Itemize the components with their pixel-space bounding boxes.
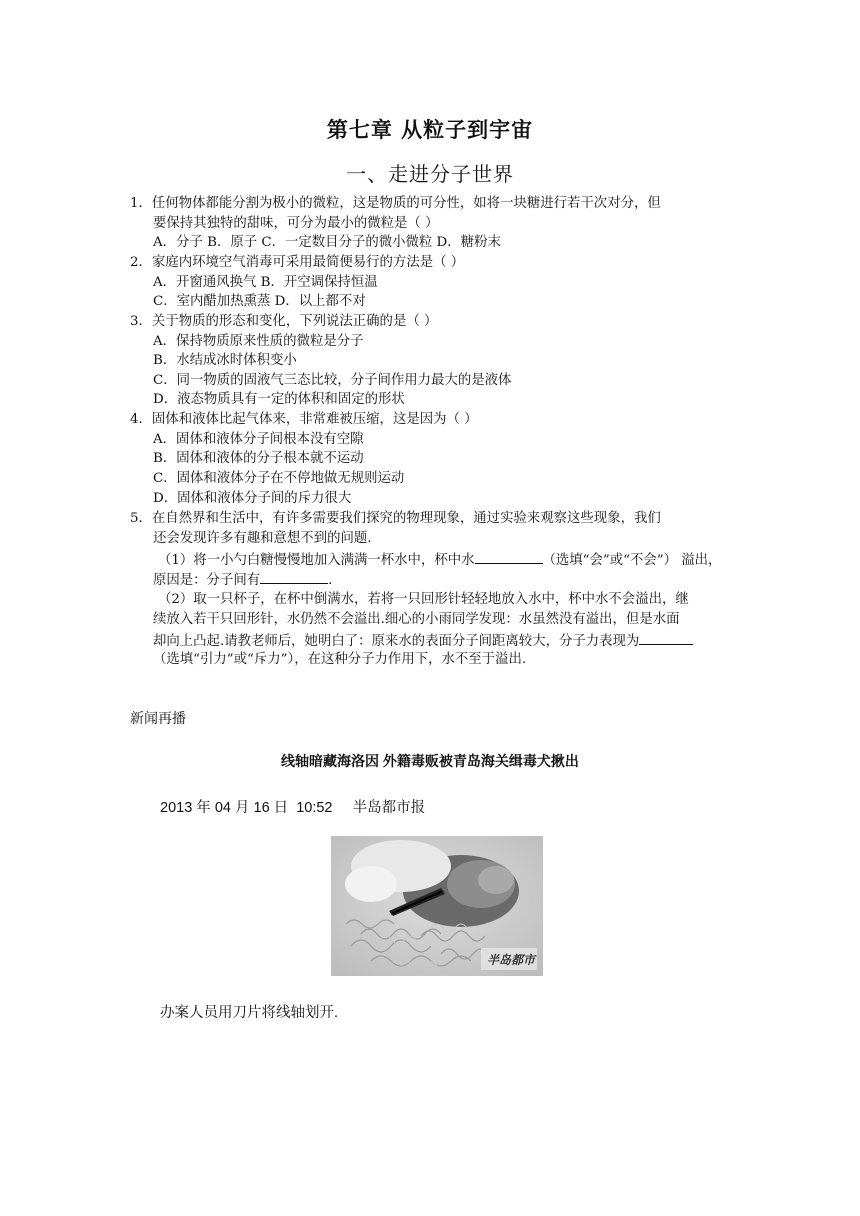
question-4-option-b: B．固体和液体的分子根本就不运动 bbox=[153, 451, 364, 466]
question-1-line-2: 要保持其独特的甜味，可分为最小的微粒是（ ） bbox=[153, 216, 439, 231]
news-dateline: 2013 年 04 月 16 日 10:52 半岛都市报 bbox=[160, 800, 426, 816]
question-5-part-2-line-1: （2）取一只杯子，在杯中倒满水，若将一只回形针轻轻地放入水中，杯中水不会溢出，继 bbox=[158, 592, 689, 607]
question-1-options: A．分子 B．原子 C．一定数目分子的微小微粒 D．糖粉末 bbox=[153, 235, 501, 250]
question-3-option-a: A．保持物质原来性质的微粒是分子 bbox=[153, 334, 364, 349]
question-3-option-b: B．水结成冰时体积变小 bbox=[153, 353, 297, 368]
section-title: 一、走进分子世界 bbox=[346, 162, 514, 186]
news-photo-caption: 办案人员用刀片将线轴划开. bbox=[160, 1005, 339, 1021]
news-section-header: 新闻再播 bbox=[130, 710, 186, 726]
question-5-part-1-line-2: 原因是：分子间有 . bbox=[153, 569, 332, 591]
svg-text:半岛都市: 半岛都市 bbox=[487, 953, 536, 967]
question-4-option-c: C．固体和液体分子在不停地做无规则运动 bbox=[153, 471, 405, 486]
answer-blank-2[interactable] bbox=[260, 569, 328, 584]
question-2-options-ab: A．开窗通风换气 B．开空调保持恒温 bbox=[153, 275, 378, 290]
answer-blank-1[interactable] bbox=[475, 549, 543, 564]
question-4-stem: 4．固体和液体比起气体来，非常难被压缩，这是因为（ ） bbox=[130, 412, 478, 427]
news-headline: 线轴暗藏海洛因 外籍毒贩被青岛海关缉毒犬揪出 bbox=[281, 753, 579, 769]
question-2-options-cd: C．室内醋加热熏蒸 D．以上都不对 bbox=[153, 294, 366, 309]
question-3-stem: 3．关于物质的形态和变化，下列说法正确的是（ ） bbox=[130, 314, 438, 329]
chapter-title: 第七章 从粒子到宇宙 bbox=[326, 118, 534, 142]
question-2-stem: 2．家庭内环境空气消毒可采用最简便易行的方法是（ ） bbox=[130, 255, 465, 270]
answer-blank-3[interactable] bbox=[639, 630, 693, 645]
question-3-option-c: C．同一物质的固液气三态比较，分子间作用力最大的是液体 bbox=[153, 373, 512, 388]
news-photo bbox=[331, 836, 543, 976]
question-4-option-a: A．固体和液体分子间根本没有空隙 bbox=[153, 432, 364, 447]
question-5-part-2-line-3: 却向上凸起.请教老师后，她明白了：原来水的表面分子间距离较大，分子力表现为 bbox=[153, 630, 693, 652]
question-5-part-2-line-2: 续放入若干只回形针，水仍然不会溢出.细心的小雨同学发现：水虽然没有溢出，但是水面 bbox=[153, 612, 680, 627]
question-5-part-1-line-1: （1）将一小勺白糖慢慢地加入满满一杯水中，杯中水 （选填“会”或“不会”） 溢出， bbox=[158, 549, 721, 571]
question-5-line-1: 5．在自然界和生活中，有许多需要我们探究的物理现象，通过实验来观察这些现象，我们 bbox=[130, 511, 661, 526]
question-5-line-2: 还会发现许多有趣和意想不到的问题. bbox=[153, 531, 372, 546]
question-3-option-d: D．液态物质具有一定的体积和固定的形状 bbox=[153, 392, 405, 407]
question-1-line-1: 1．任何物体都能分割为极小的微粒，这是物质的可分性，如将一块糖进行若干次对分，但 bbox=[130, 196, 661, 211]
question-4-option-d: D．固体和液体分子间的斥力很大 bbox=[153, 491, 352, 506]
question-5-part-2-line-4: （选填“引力”或“斥力”），在这种分子力作用下，水不至于溢出. bbox=[153, 652, 527, 667]
